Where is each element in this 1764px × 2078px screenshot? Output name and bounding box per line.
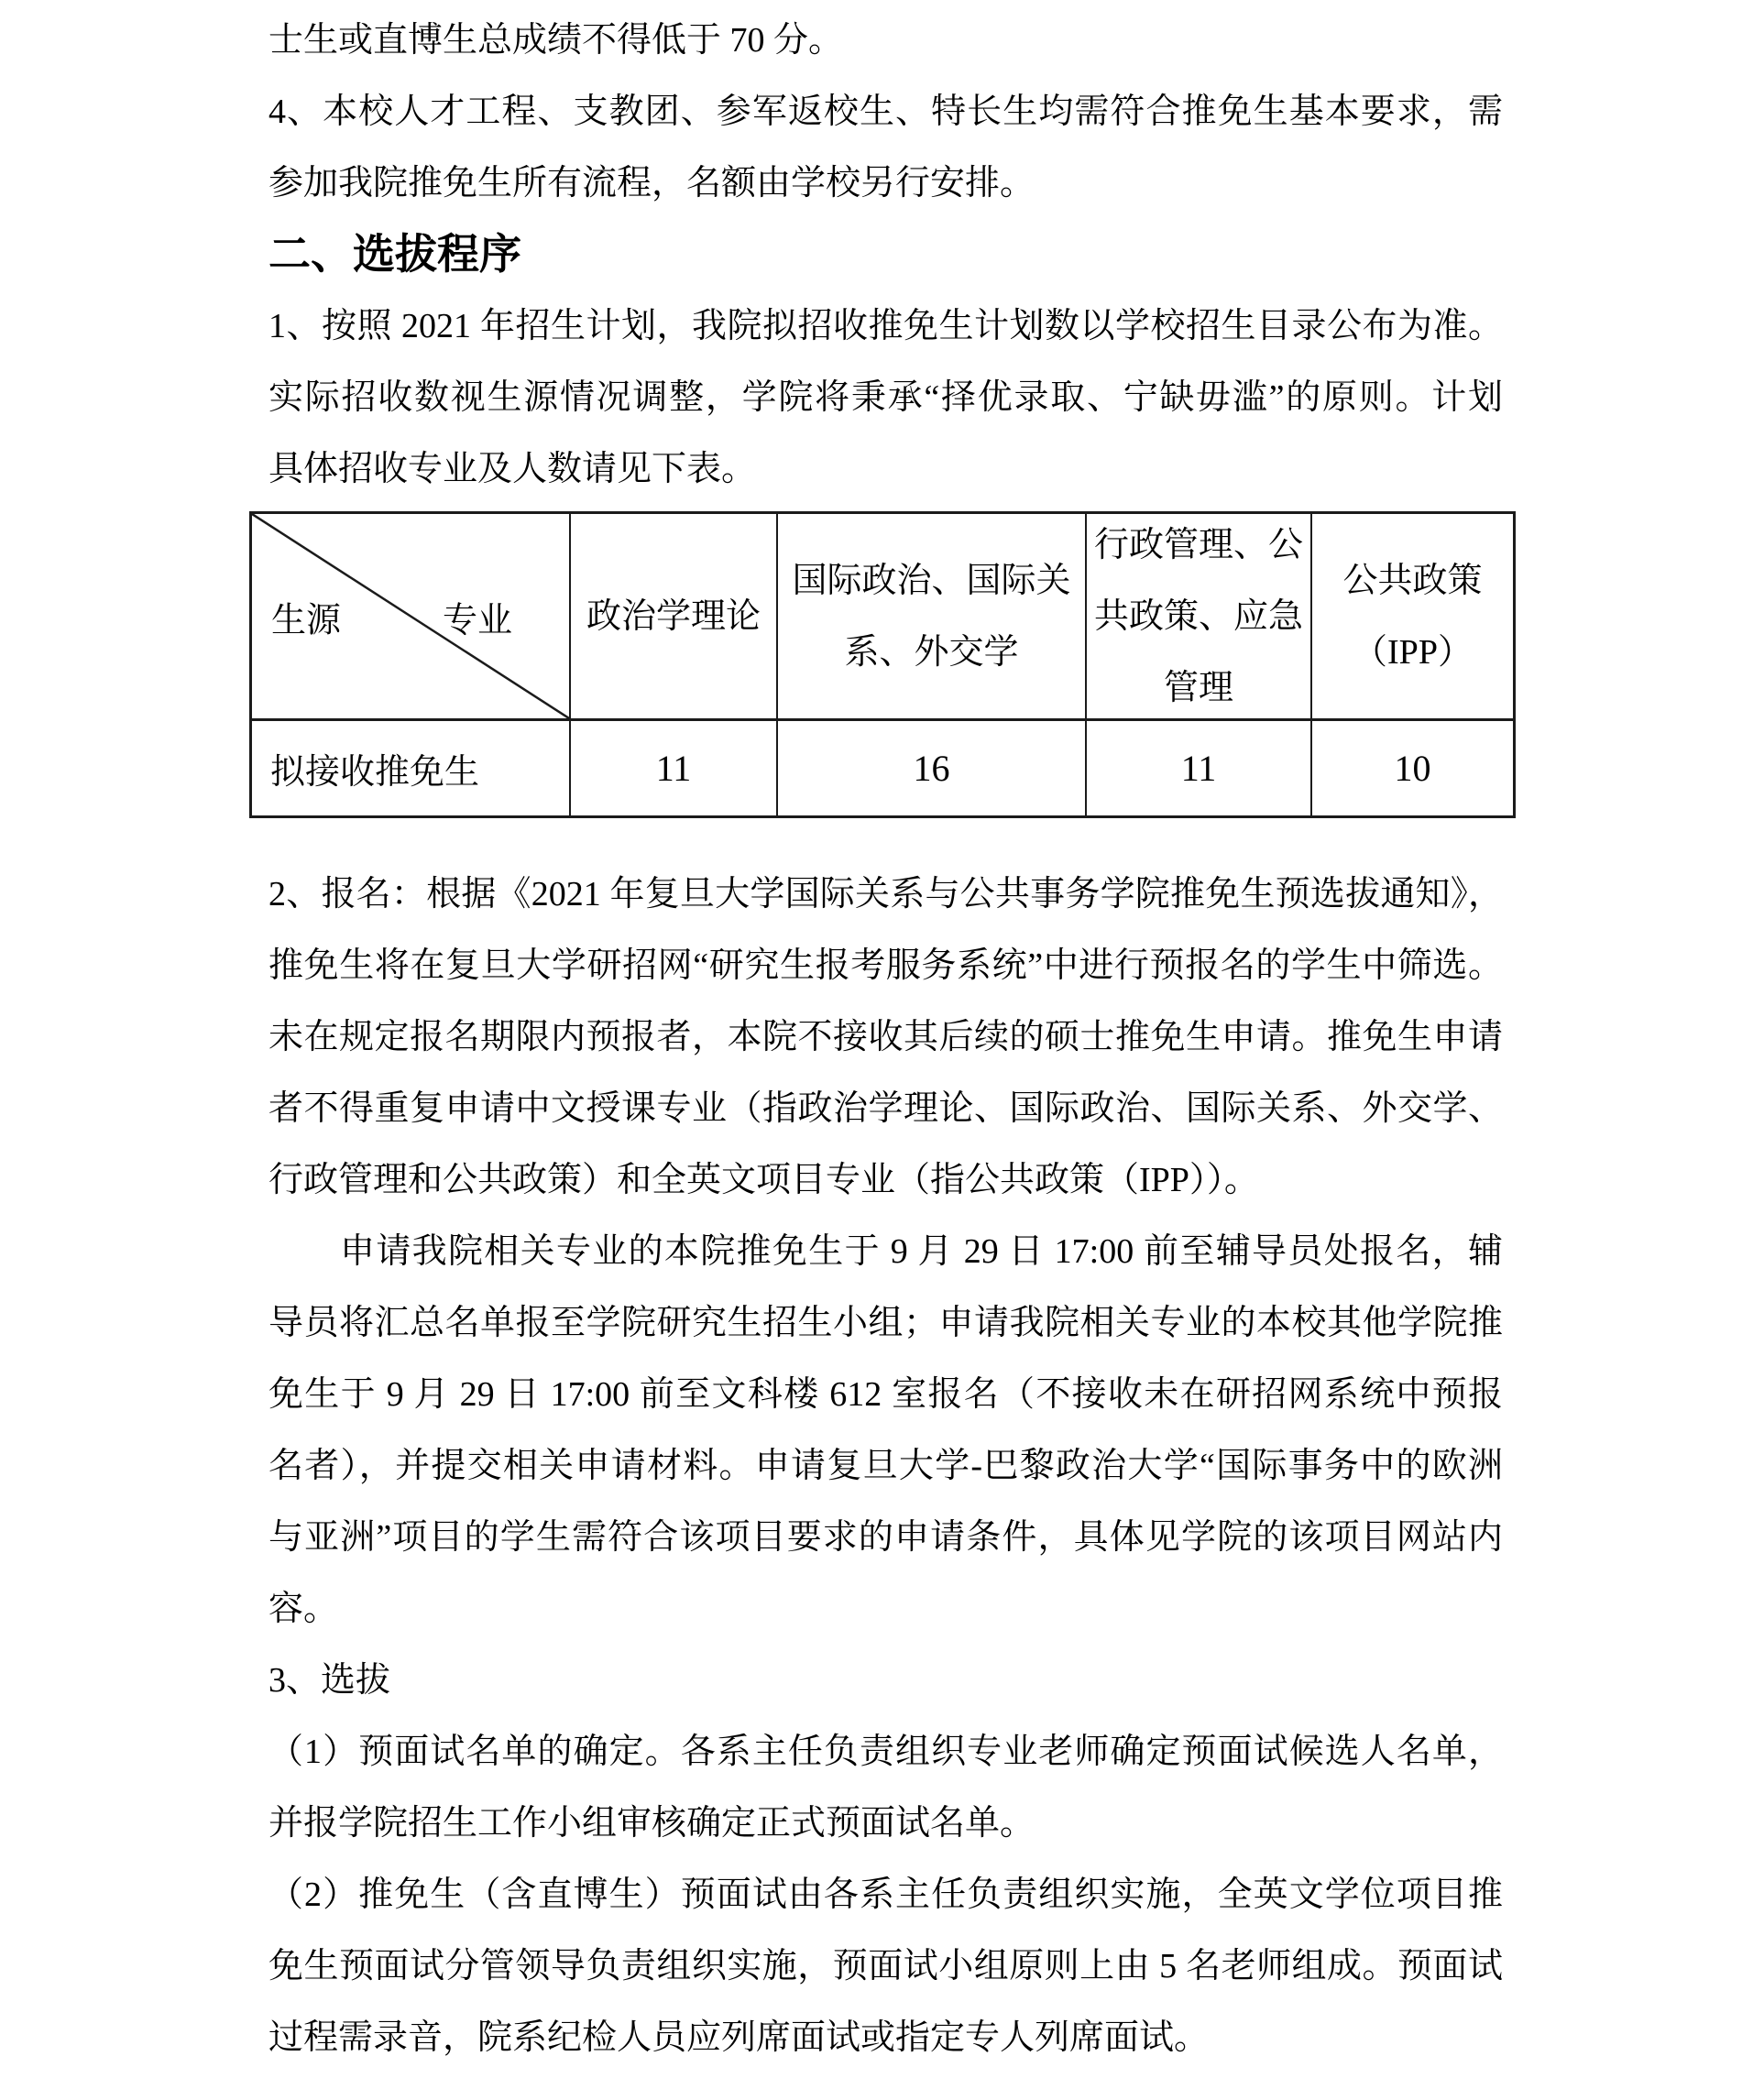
text-line: 4、本校人才工程、支教团、参军返校生、特长生均需符合推免生基本要求，需 xyxy=(268,93,1503,131)
text-line: 者不得重复申请中文授课专业（指政治学理论、国际政治、国际关系、外交学、 xyxy=(268,1089,1503,1128)
document-page xyxy=(268,0,1503,2073)
table-header-public-policy-ipp xyxy=(1312,514,1513,721)
paragraph-item2 xyxy=(268,859,1503,1216)
text-line: 政治学理论 xyxy=(586,596,761,636)
text-line: 3、选拔 xyxy=(268,1661,391,1700)
paragraph-item4 xyxy=(268,76,1503,219)
table-header-political-theory xyxy=(571,514,778,721)
admission-quota-table xyxy=(249,511,1516,818)
text-line: 免生于 9 月 29 日 17:00 前至文科楼 612 室报名（不接收未在研招网系统中预报 xyxy=(268,1375,1503,1414)
text-line: 参加我院推免生所有流程，名额由学校另行安排。 xyxy=(268,164,1035,202)
text-line: 名者），并提交相关申请材料。申请复旦大学-巴黎政治大学“国际事务中的欧洲 xyxy=(268,1447,1503,1485)
text-line: 2、报名：根据《2021 年复旦大学国际关系与公共事务学院推免生预选拔通知》， xyxy=(268,875,1503,913)
table-row-label: 拟接收推免生 xyxy=(252,721,571,815)
paragraph-continuation xyxy=(268,5,1503,76)
table-corner-cell xyxy=(252,514,571,721)
text-line: 导员将汇总名单报至学院研究生招生小组；申请我院相关专业的本校其他学院推 xyxy=(268,1304,1503,1342)
text-line: 容。 xyxy=(268,1590,339,1628)
text-line: 过程需录音，院系纪检人员应列席面试或指定专人列席面试。 xyxy=(268,2018,1210,2057)
text-line: 申请我院相关专业的本院推免生于 9 月 29 日 17:00 前至辅导员处报名，辅 xyxy=(340,1232,1503,1271)
text-line: （1）预面试名单的确定。各系主任负责组织专业老师确定预面试候选人名单， xyxy=(268,1733,1503,1771)
table-value-public-administration: 11 xyxy=(1087,721,1312,815)
paragraph-item1 xyxy=(268,290,1503,505)
text-line: 系、外交学 xyxy=(844,632,1019,672)
text-line: 行政管理、公 xyxy=(1093,525,1303,564)
table-value-political-theory: 11 xyxy=(571,721,778,815)
table-value-international-politics: 16 xyxy=(778,721,1087,815)
text-line: 实际招收数视生源情况调整，学院将秉承“择优录取、宁缺毋滥”的原则。计划 xyxy=(268,378,1503,417)
paragraph-sub2 xyxy=(268,1859,1503,2073)
text-line: 未在规定报名期限内预报者，本院不接收其后续的硕士推免生申请。推免生申请 xyxy=(268,1018,1503,1056)
paragraph-item3 xyxy=(268,1645,1503,1716)
table-header-international-politics xyxy=(778,514,1087,721)
corner-label-major: 专业 xyxy=(442,601,512,640)
text-line: 1、按照 2021 年招生计划，我院拟招收推免生计划数以学校招生目录公布为准。 xyxy=(268,307,1503,345)
text-line: 具体招收专业及人数请见下表。 xyxy=(268,450,757,488)
text-line: 士生或直博生总成绩不得低于 70 分。 xyxy=(268,21,844,60)
text-line: 行政管理和公共政策）和全英文项目专业（指公共政策（IPP））。 xyxy=(268,1161,1259,1199)
text-line: 公共政策 xyxy=(1342,561,1483,600)
text-line: 共政策、应急 xyxy=(1093,596,1303,636)
paragraph-application-details xyxy=(268,1216,1503,1645)
text-line: 免生预面试分管领导负责组织实施，预面试小组原则上由 5 名老师组成。预面试 xyxy=(268,1947,1503,1985)
text-line: 与亚洲”项目的学生需符合该项目要求的申请条件，具体见学院的该项目网站内 xyxy=(268,1518,1503,1557)
text-line: 推免生将在复旦大学研招网“研究生报考服务系统”中进行预报名的学生中筛选。 xyxy=(268,946,1503,985)
table-value-public-policy-ipp: 10 xyxy=(1394,748,1431,789)
corner-label-source: 生源 xyxy=(271,601,342,640)
text-line: 国际政治、国际关 xyxy=(792,561,1071,600)
text-line: 管理 xyxy=(1163,668,1233,707)
section-heading: 二、选拔程序 xyxy=(268,231,521,278)
paragraph-sub1 xyxy=(268,1716,1503,1859)
text-line: （2）推免生（含直博生）预面试由各系主任负责组织实施，全英文学位项目推 xyxy=(268,1876,1503,1914)
text-line: （IPP） xyxy=(1353,632,1473,672)
table-header-public-administration xyxy=(1087,514,1312,721)
text-line: 并报学院招生工作小组审核确定正式预面试名单。 xyxy=(268,1804,1035,1843)
